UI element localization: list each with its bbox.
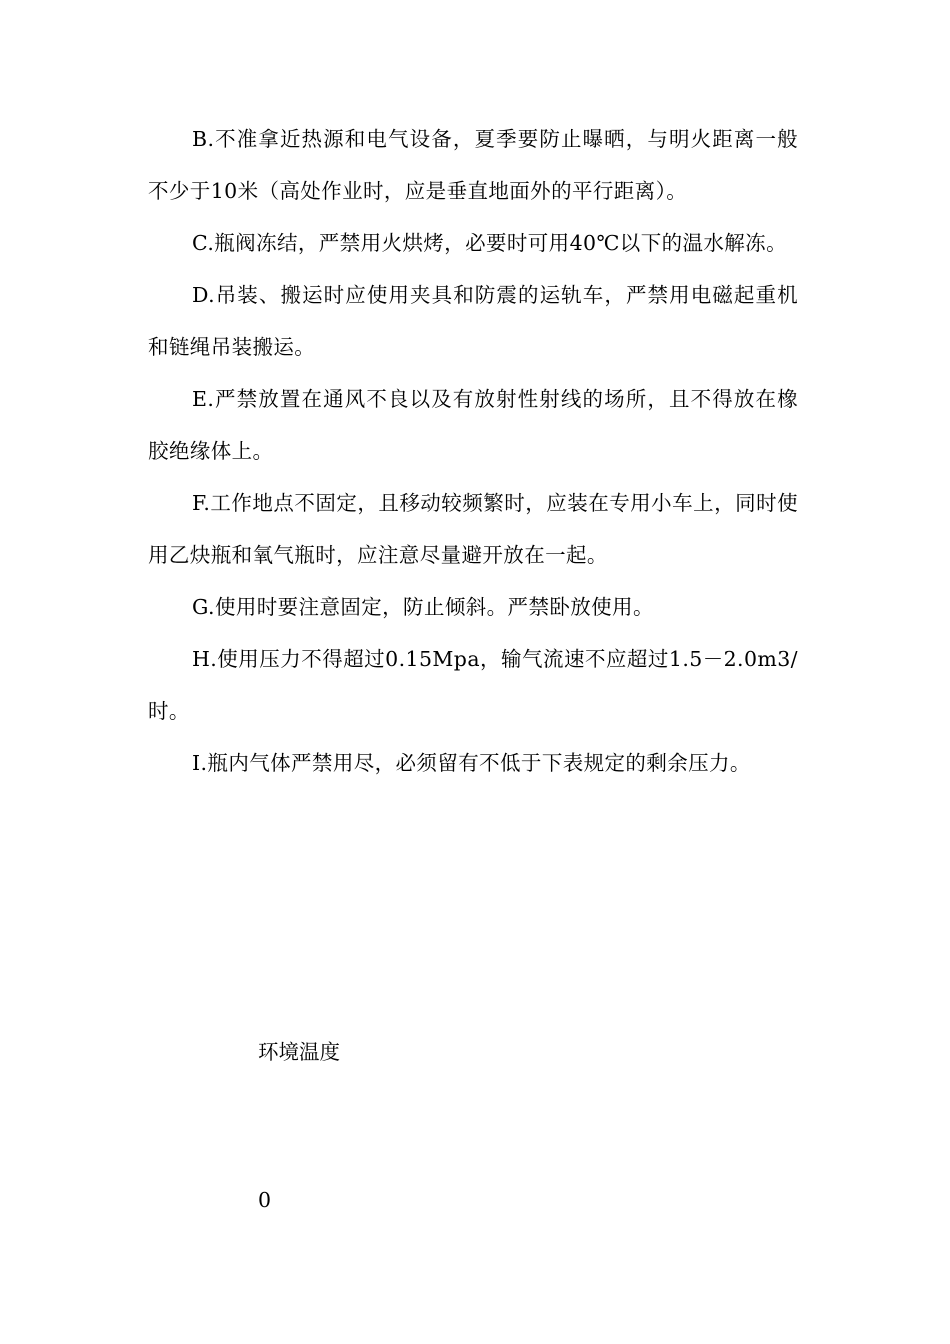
paragraph-f: F.工作地点不固定，且移动较频繁时，应装在专用小车上，同时使用乙炔瓶和氧气瓶时，应注意尽量避开放在一起。 xyxy=(148,491,798,567)
table-cell-temperature-value: 0 xyxy=(258,1188,272,1212)
document-body xyxy=(148,113,798,789)
paragraph-h: H.使用压力不得超过0.15Mpa，输气流速不应超过1.5－2.0m3/时。 xyxy=(148,647,798,723)
table-header-ambient-temperature: 环境温度 xyxy=(258,1040,340,1064)
paragraph-d: D.吊装、搬运时应使用夹具和防震的运轨车，严禁用电磁起重机和链绳吊装搬运。 xyxy=(148,283,798,359)
paragraph-i: I.瓶内气体严禁用尽，必须留有不低于下表规定的剩余压力。 xyxy=(192,751,751,775)
paragraph-c: C.瓶阀冻结，严禁用火烘烤，必要时可用40℃以下的温水解冻。 xyxy=(192,231,787,255)
paragraph-e: E.严禁放置在通风不良以及有放射性射线的场所，且不得放在橡胶绝缘体上。 xyxy=(148,387,798,463)
paragraph-b: B.不准拿近热源和电气设备，夏季要防止曝晒，与明火距离一般不少于10米（高处作业时，应是垂直地面外的平行距离）。 xyxy=(148,127,798,203)
paragraph-g: G.使用时要注意固定，防止倾斜。严禁卧放使用。 xyxy=(192,595,654,619)
